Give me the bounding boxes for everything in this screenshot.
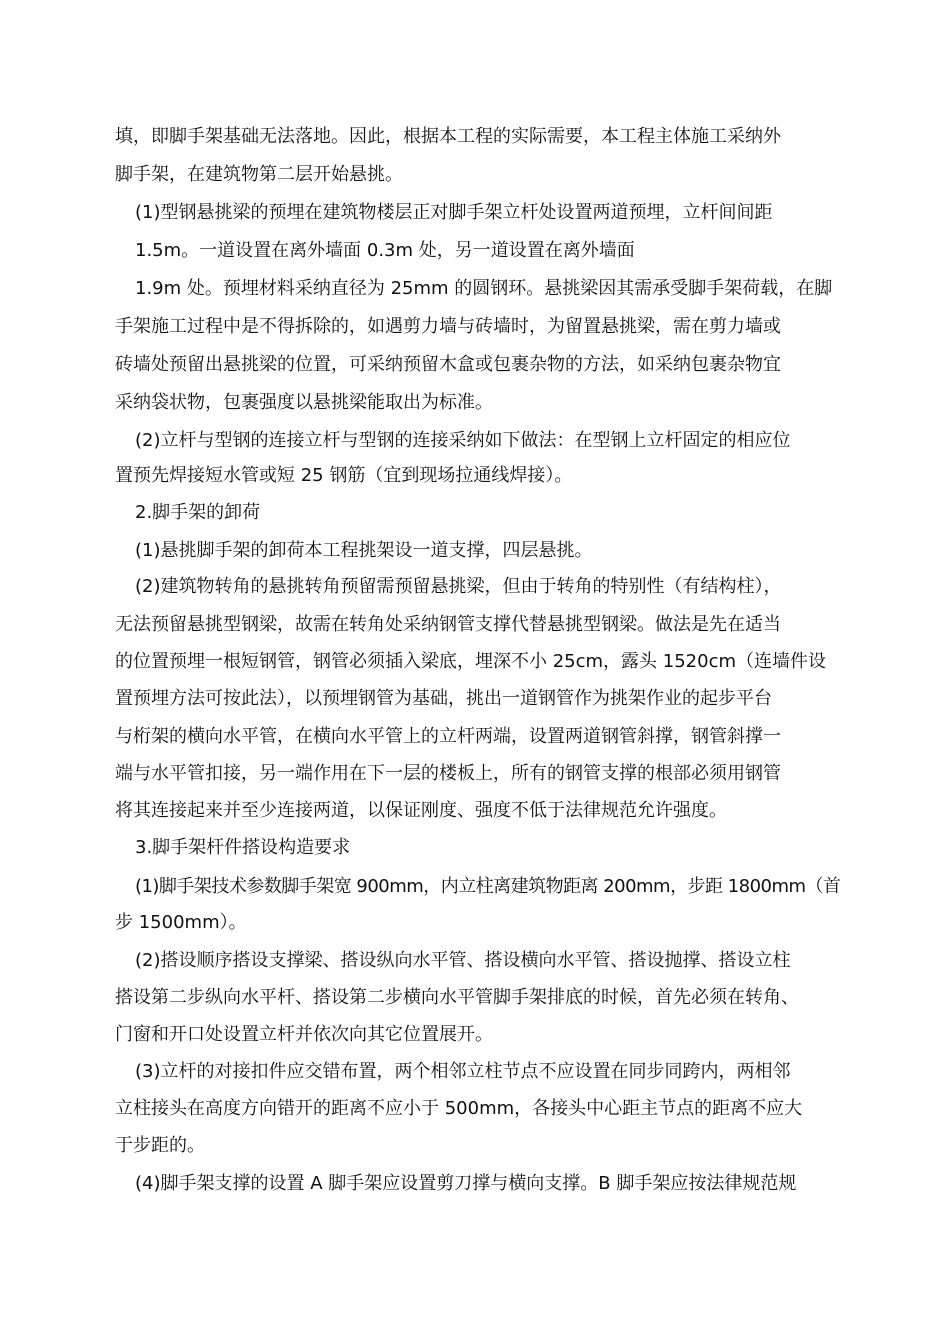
text-line-28: 于步距的。 — [115, 1135, 205, 1156]
section-heading-3: 3.脚手架杆件搭设构造要求 — [135, 837, 351, 858]
text-line-15: 的位置预埋一根短钢管，钢管必须插入梁底，埋深不小 25cm，露头 1520cm（连墙件设 — [115, 651, 827, 672]
text-line-4: 1.5m。一道设置在离外墙面 0.3m 处，另一道设置在离外墙面 — [135, 240, 635, 261]
section-heading-2: 2.脚手架的卸荷 — [135, 502, 261, 523]
text-line-14: 无法预留悬挑型钢梁，故需在转角处采纳钢管支撑代替悬挑型钢梁。做法是先在适当 — [115, 614, 781, 635]
text-line-9: (2)立杆与型钢的连接立杆与型钢的连接采纳如下做法：在型钢上立杆固定的相应位 — [135, 430, 791, 451]
text-line-23: (2)搭设顺序搭设支撑梁、搭设纵向水平管、搭设横向水平管、搭设抛撑、搭设立柱 — [135, 950, 791, 971]
text-line-13: (2)建筑物转角的悬挑转角预留需预留悬挑梁，但由于转角的特别性（有结构柱）， — [135, 576, 782, 597]
text-line-5: 1.9m 处。预埋材料采纳直径为 25mm 的圆钢环。悬挑梁因其需承受脚手架荷载，在脚 — [135, 278, 833, 299]
text-line-8: 采纳袋状物，包裹强度以悬挑梁能取出为标准。 — [115, 392, 493, 413]
text-line-16: 置预埋方法可按此法），以预埋钢管为基础，挑出一道钢管作为挑架作业的起步平台 — [115, 688, 772, 709]
text-line-24: 搭设第二步纵向水平杆、搭设第二步横向水平管脚手架排底的时候，首先必须在转角、 — [115, 987, 799, 1008]
text-line-12: (1)悬挑脚手架的卸荷本工程挑架设一道支撑，四层悬挑。 — [135, 540, 593, 561]
text-line-1: 填，即脚手架基础无法落地。因此，根据本工程的实际需要，本工程主体施工采纳外 — [115, 126, 781, 147]
text-line-21: (1)脚手架技术参数脚手架宽 900mm，内立柱离建筑物距离 200mm，步距 1800mm（首 — [135, 876, 841, 897]
text-line-22: 步 1500mm）。 — [115, 912, 247, 933]
text-line-26: (3)立杆的对接扣件应交错布置，两个相邻立柱节点不应设置在同步同跨内，两相邻 — [135, 1061, 791, 1082]
text-line-27: 立柱接头在高度方向错开的距离不应小于 500mm，各接头中心距主节点的距离不应大 — [115, 1098, 803, 1119]
text-line-25: 门窗和开口处设置立杆并依次向其它位置展开。 — [115, 1024, 493, 1045]
text-line-29: (4)脚手架支撑的设置 A 脚手架应设置剪刀撑与横向支撑。B 脚手架应按法律规范规 — [135, 1173, 797, 1194]
text-line-7: 砖墙处预留出悬挑梁的位置，可采纳预留木盒或包裹杂物的方法，如采纳包裹杂物宜 — [115, 354, 781, 375]
text-line-2: 脚手架，在建筑物第二层开始悬挑。 — [115, 164, 403, 185]
text-line-17: 与桁架的横向水平管，在横向水平管上的立杆两端，设置两道钢管斜撑，钢管斜撑一 — [115, 726, 781, 747]
text-line-19: 将其连接起来并至少连接两道，以保证刚度、强度不低于法律规范允许强度。 — [115, 800, 727, 821]
text-line-18: 端与水平管扣接，另一端作用在下一层的楼板上，所有的钢管支撑的根部必须用钢管 — [115, 763, 781, 784]
text-line-3: (1)型钢悬挑梁的预埋在建筑物楼层正对脚手架立杆处设置两道预埋，立杆间间距 — [135, 202, 773, 223]
text-line-6: 手架施工过程中是不得拆除的，如遇剪力墙与砖墙时，为留置悬挑梁，需在剪力墙或 — [115, 316, 781, 337]
text-line-10: 置预先焊接短水管或短 25 钢筋（宜到现场拉通线焊接）。 — [115, 465, 573, 486]
